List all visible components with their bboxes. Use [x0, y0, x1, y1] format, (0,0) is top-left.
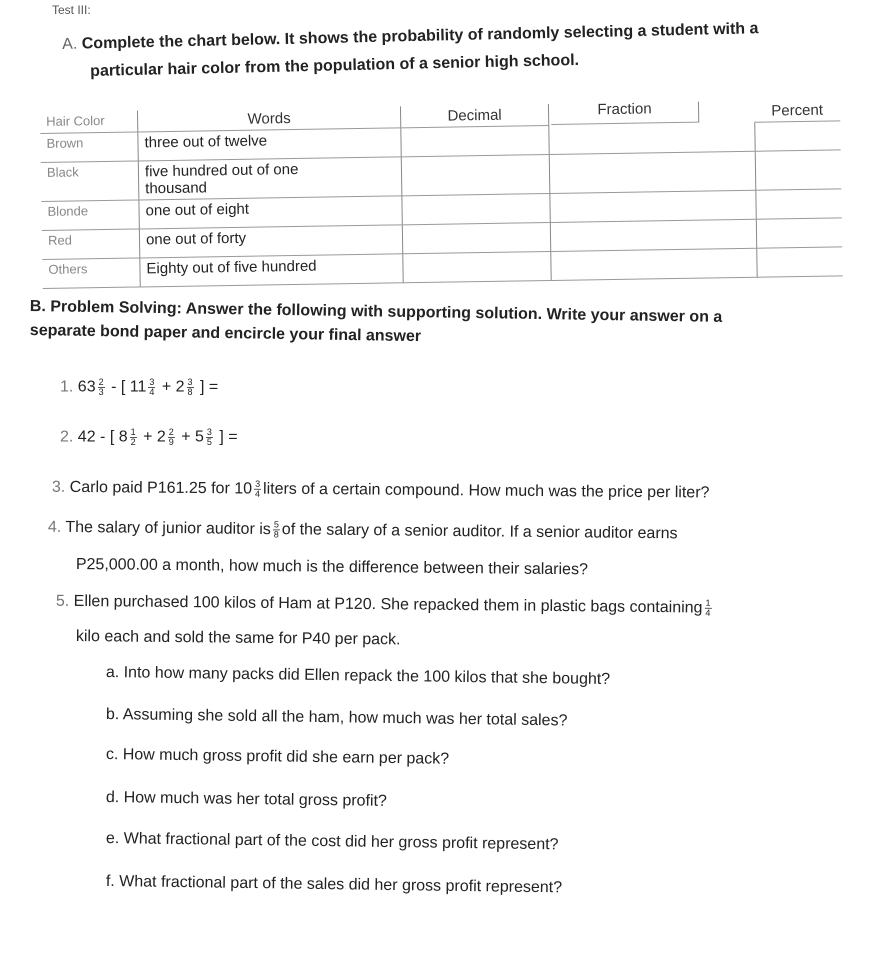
problem-1-mid1: - [ 11 — [111, 378, 147, 396]
sub-question-a: a. Into how many packs did Ellen repack the 100 kilos that she bought? — [105, 664, 611, 689]
denominator: 4 — [254, 488, 261, 499]
fraction — [98, 378, 105, 397]
problem-3-text1: Carlo paid P161.25 for 10 — [69, 478, 253, 498]
decimal-cell — [402, 194, 550, 225]
row-color: Red — [42, 229, 140, 260]
fraction — [254, 480, 261, 499]
hair-color-chart — [40, 99, 843, 289]
problem-5 — [56, 592, 714, 618]
sub-question-e: e. What fractional part of the cost did her gross profit represent? — [105, 830, 559, 854]
problem-2 — [60, 428, 238, 447]
denominator: 4 — [705, 607, 711, 618]
numerator: 5 — [273, 519, 279, 530]
fraction-cell — [551, 248, 757, 280]
problem-4-text2: of the salary of a senior auditor. If a senior auditor earns — [281, 521, 678, 543]
decimal-cell — [401, 126, 549, 157]
percent-cell — [755, 189, 841, 219]
header-words: Words — [137, 106, 400, 132]
decimal-cell — [403, 251, 551, 282]
denominator: 8 — [187, 387, 193, 397]
problem-3-number: 3. — [51, 478, 66, 496]
row-words: three out of twelve — [138, 128, 401, 161]
fraction-cell — [550, 219, 756, 251]
problem-2-whole: 42 - [ 8 — [77, 428, 128, 446]
header-fraction: Fraction — [551, 102, 699, 125]
header-hair-color: Hair Color — [40, 110, 138, 133]
problem-3 — [52, 478, 710, 503]
percent-cell — [756, 247, 842, 277]
decimal-cell — [401, 155, 550, 196]
problem-4-number: 4. — [47, 518, 62, 536]
sub-question-b: b. Assuming she sold all the ham, how much was her total sales? — [105, 706, 568, 730]
fraction — [206, 428, 213, 447]
denominator: 9 — [168, 437, 174, 447]
row-color: Blonde — [41, 200, 139, 231]
problem-5-line2: kilo each and sold the same for P40 per pack. — [75, 628, 401, 649]
row-words-line1: five hundred out of one — [144, 160, 299, 181]
problem-2-end: ] = — [219, 428, 238, 446]
problem-1-end: ] = — [199, 378, 219, 396]
problem-4-text1: The salary of junior auditor is — [65, 518, 271, 539]
problem-4-line2: P25,000.00 a month, how much is the difference between their salaries? — [75, 556, 588, 579]
problem-2-mid1: + 2 — [143, 428, 166, 446]
fraction-cell — [549, 151, 755, 193]
header-percent: Percent — [754, 99, 840, 122]
header-decimal: Decimal — [400, 104, 548, 128]
section-b-line1: B. Problem Solving: Answer the following with supporting solution. Write your answer on a — [29, 298, 723, 326]
numerator: 1 — [705, 597, 711, 608]
problem-2-mid2: + 5 — [181, 428, 204, 446]
percent-cell — [754, 121, 840, 151]
problem-3-text2: liters of a certain compound. How much was the price per liter? — [262, 480, 710, 502]
problem-1-number: 1. — [60, 378, 74, 396]
row-words — [138, 157, 402, 200]
numerator: 2 — [168, 427, 174, 437]
fraction — [704, 599, 711, 618]
numerator: 3 — [187, 377, 193, 387]
denominator: 8 — [273, 529, 279, 540]
numerator: 2 — [98, 377, 104, 387]
percent-cell — [755, 150, 841, 190]
fraction — [148, 378, 155, 397]
fraction-cell — [550, 190, 756, 222]
row-words-line2: thousand — [145, 179, 208, 198]
row-words: one out of forty — [139, 225, 402, 258]
sub-question-d: d. How much was her total gross profit? — [105, 789, 387, 810]
row-color: Black — [41, 161, 139, 202]
fraction — [168, 428, 175, 447]
fraction — [187, 378, 194, 397]
row-words: one out of eight — [139, 196, 402, 229]
problem-1-whole: 63 — [77, 378, 96, 396]
problem-5-number: 5. — [55, 592, 70, 610]
problem-4 — [48, 518, 678, 544]
row-words: Eighty out of five hundred — [140, 254, 403, 287]
denominator: 2 — [130, 437, 136, 447]
sub-question-f: f. What fractional part of the sales did her gross profit represent? — [105, 873, 563, 897]
problem-2-number: 2. — [60, 428, 74, 446]
decimal-cell — [402, 222, 550, 253]
denominator: 4 — [149, 387, 155, 397]
numerator: 3 — [149, 377, 155, 387]
section-a-line2: particular hair color from the population of a senior high school. — [90, 51, 580, 80]
problem-5-text1: Ellen purchased 100 kilos of Ham at P120. She repacked them in plastic bags containing — [73, 592, 703, 617]
problem-1 — [60, 378, 218, 397]
percent-cell — [756, 218, 842, 248]
section-a-line1 — [62, 20, 759, 54]
test-title: Test III: — [52, 3, 91, 17]
numerator: 1 — [130, 427, 136, 437]
problem-1-mid2: + 2 — [161, 378, 185, 396]
denominator: 5 — [206, 437, 212, 447]
section-a-text1: Complete the chart below. It shows the probability of randomly selecting a student with a — [81, 20, 759, 53]
row-color: Others — [42, 258, 140, 289]
fraction — [130, 428, 137, 447]
fraction — [273, 520, 280, 539]
denominator: 3 — [98, 387, 104, 397]
fraction-cell — [549, 122, 755, 154]
sub-question-c: c. How much gross profit did she earn per pack? — [105, 746, 450, 768]
section-a-label: A. — [62, 35, 78, 53]
section-b-line2: separate bond paper and encircle your final answer — [29, 322, 422, 346]
numerator: 3 — [206, 427, 212, 437]
row-color: Brown — [40, 132, 138, 163]
numerator: 3 — [255, 478, 261, 489]
